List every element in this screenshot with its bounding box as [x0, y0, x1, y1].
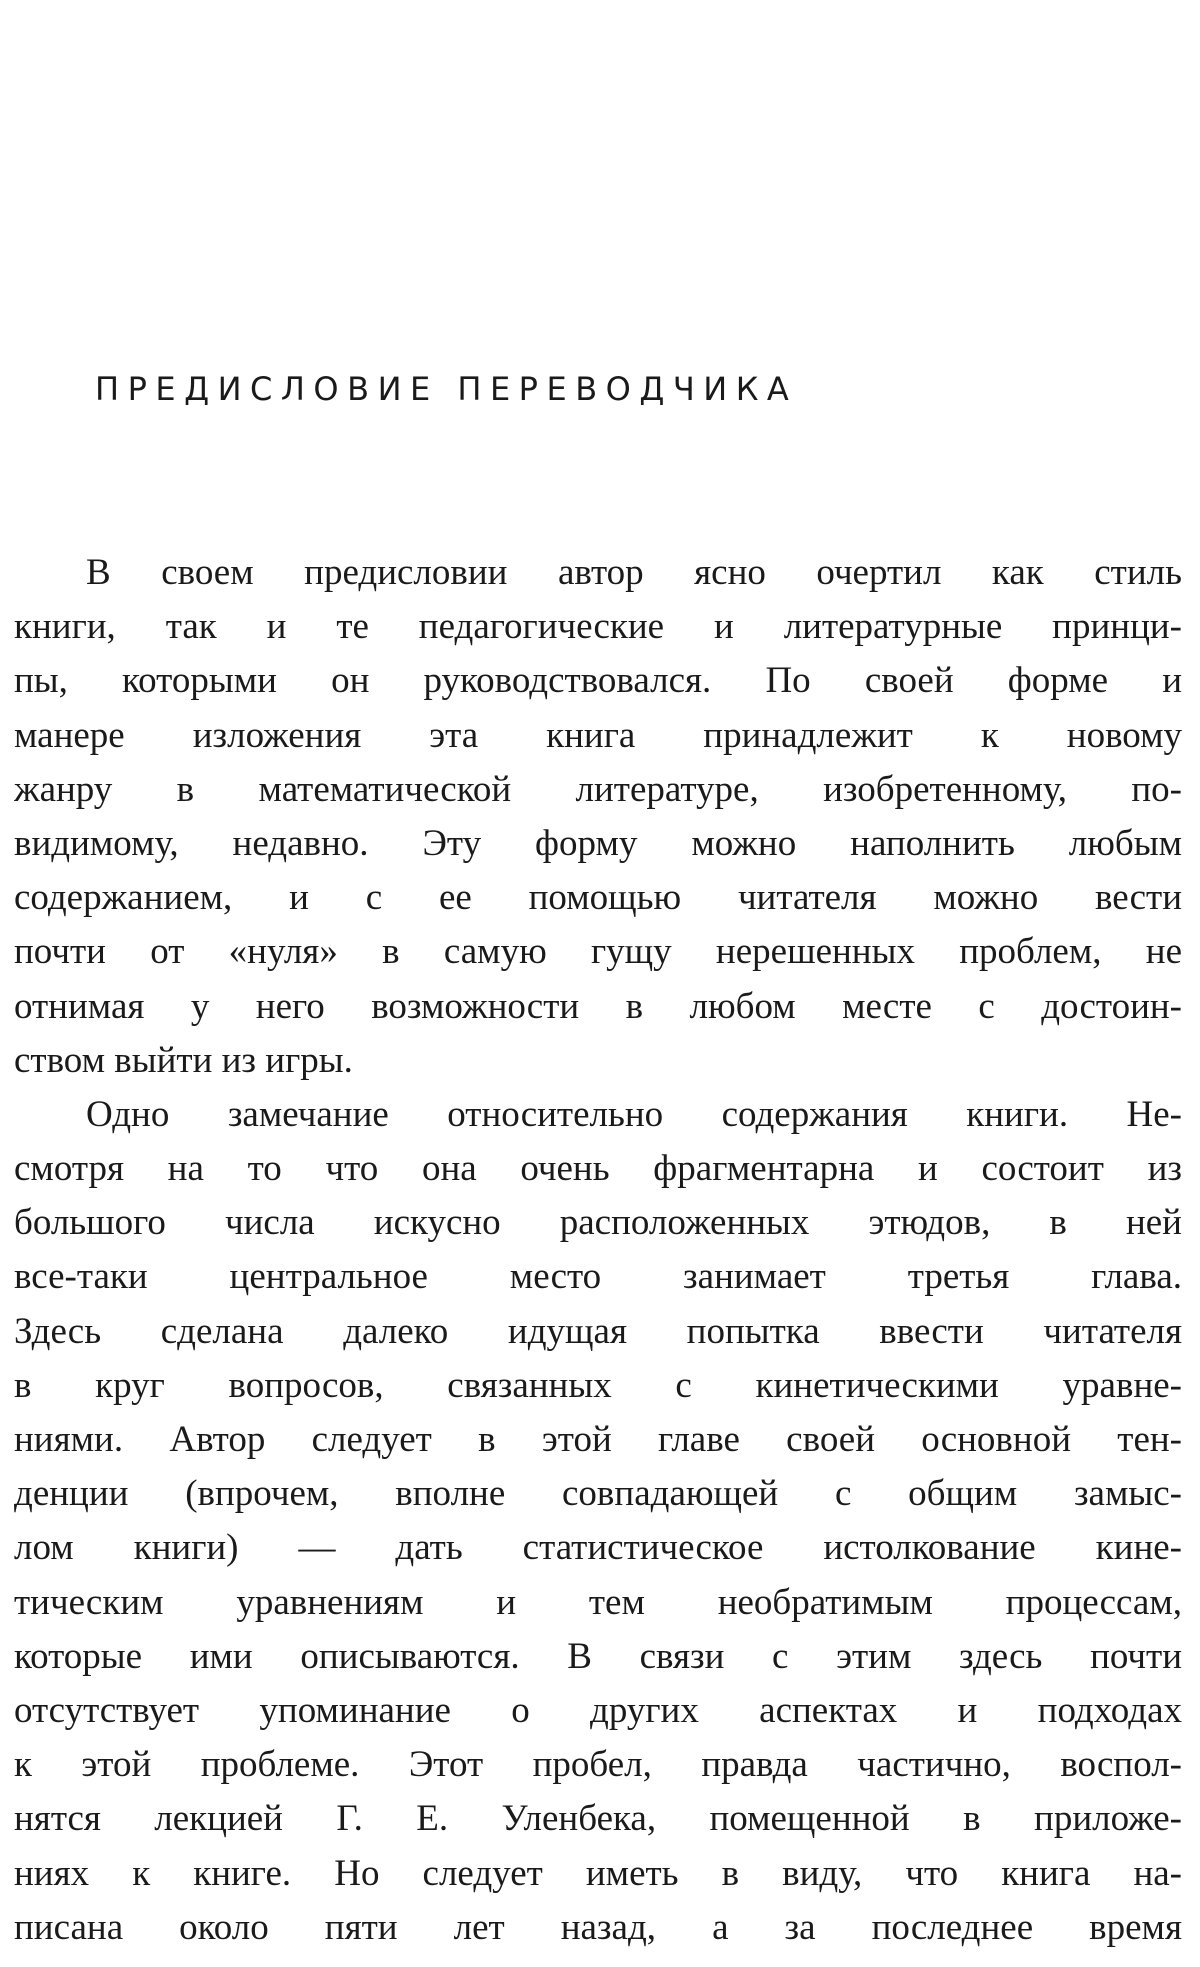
- text-line: писана около пяти лет назад, а за последнее время: [14, 1906, 1182, 1948]
- text-line: лом книги) — дать статистическое истолкование кине-: [14, 1527, 1182, 1569]
- text-line: Одно замечание относительно содержания книги. Не-: [86, 1093, 1182, 1135]
- text-line: содержанием, и с ее помощью читателя можно вести: [14, 877, 1182, 919]
- text-line: пы, которыми он руководствовался. По своей форме и: [14, 660, 1182, 702]
- text-line: денции (впрочем, вполне совпадающей с общим замыс-: [14, 1473, 1182, 1515]
- text-line: смотря на то что она очень фрагментарна и состоит из: [14, 1148, 1182, 1190]
- text-line: к этой проблеме. Этот пробел, правда частично, воспол-: [14, 1744, 1182, 1786]
- body-text: [14, 546, 1182, 1955]
- text-line: тическим уравнениям и тем необратимым процессам,: [14, 1581, 1182, 1623]
- text-line: которые ими описываются. В связи с этим здесь почти: [14, 1635, 1182, 1677]
- paragraph-1: [14, 546, 1182, 1088]
- text-line: Здесь сделана далеко идущая попытка ввести читателя: [14, 1310, 1182, 1352]
- text-line: большого числа искусно расположенных этюдов, в ней: [14, 1202, 1182, 1244]
- text-line: книги, так и те педагогические и литературные принци-: [14, 606, 1182, 648]
- text-line: ниями. Автор следует в этой главе своей основной тен-: [14, 1419, 1182, 1460]
- paragraph-2: [14, 1088, 1182, 1955]
- page-title: ПРЕДИСЛОВИЕ ПЕРЕВОДЧИКА: [95, 370, 798, 408]
- text-line: жанру в математической литературе, изобретенному, по-: [14, 768, 1182, 810]
- text-line: отсутствует упоминание о других аспектах и подходах: [14, 1689, 1182, 1731]
- text-line: видимому, недавно. Эту форму можно наполнить любым: [14, 822, 1182, 864]
- text-line: манере изложения эта книга принадлежит к новому: [14, 714, 1182, 756]
- text-line: нятся лекцией Г. Е. Уленбека, помещенной в приложе-: [14, 1798, 1182, 1840]
- text-line: в круг вопросов, связанных с кинетическими уравне-: [14, 1364, 1182, 1406]
- text-line: отнимая у него возможности в любом месте с достоин-: [14, 985, 1182, 1027]
- text-line: В своем предисловии автор ясно очертил как стиль: [86, 552, 1182, 593]
- text-line: ниях к книге. Но следует иметь в виду, что книга на-: [14, 1852, 1182, 1894]
- text-line: почти от «нуля» в самую гущу нерешенных проблем, не: [14, 931, 1182, 973]
- text-line: все-таки центральное место занимает третья глава.: [14, 1256, 1182, 1298]
- text-line: ством выйти из игры.: [14, 1039, 353, 1081]
